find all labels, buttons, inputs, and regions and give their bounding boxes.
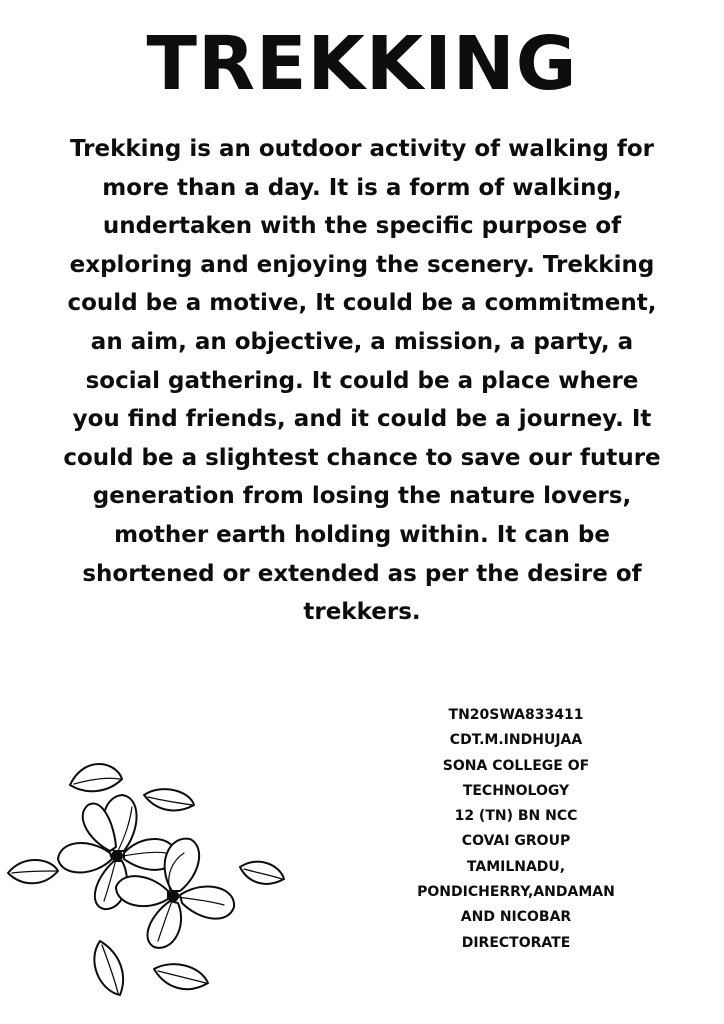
credit-line-college: SONA COLLEGE OF bbox=[442, 757, 590, 774]
leaf-icon bbox=[8, 860, 58, 883]
leaf-icon bbox=[94, 941, 123, 995]
credit-line-name: CDT.M.INDHUJAA bbox=[449, 732, 583, 749]
leaf-icon bbox=[240, 862, 284, 884]
credit-line-college-cont: TECHNOLOGY bbox=[462, 782, 570, 799]
credit-line-id: TN20SWA833411 bbox=[448, 707, 584, 723]
credit-line-directorate: DIRECTORATE bbox=[461, 934, 571, 951]
author-credits bbox=[400, 703, 632, 956]
credit-line-battalion: 12 (TN) BN NCC bbox=[454, 808, 578, 825]
leaf-icon bbox=[154, 964, 208, 989]
leaf-icon bbox=[144, 789, 194, 810]
credit-line-group: COVAI GROUP bbox=[461, 833, 571, 850]
credit-line-region: PONDICHERRY,ANDAMAN bbox=[417, 884, 615, 901]
credit-line-state: TAMILNADU, bbox=[466, 858, 566, 875]
credit-line-region-cont: AND NICOBAR bbox=[460, 909, 572, 926]
page-title: TREKKING bbox=[146, 21, 578, 107]
body-paragraph: Trekking is an outdoor activity of walking for more than a day. It is a form of walking, undertaken with the specific purpose of exploring and enjoying the scenery. Trekking could be a motive, It could be a commitment, an aim, an objective, a mission, a party, a social gathering. It could be a place where you find friends, and it could be a journey. It could be a slightest chance to save our future generation from losing the nature lovers, mother earth holding within. It can be shortened or extended as per the desire of trekkers. bbox=[63, 136, 661, 626]
flower-illustration-icon bbox=[4, 755, 286, 1005]
leaf-icon bbox=[70, 764, 122, 791]
